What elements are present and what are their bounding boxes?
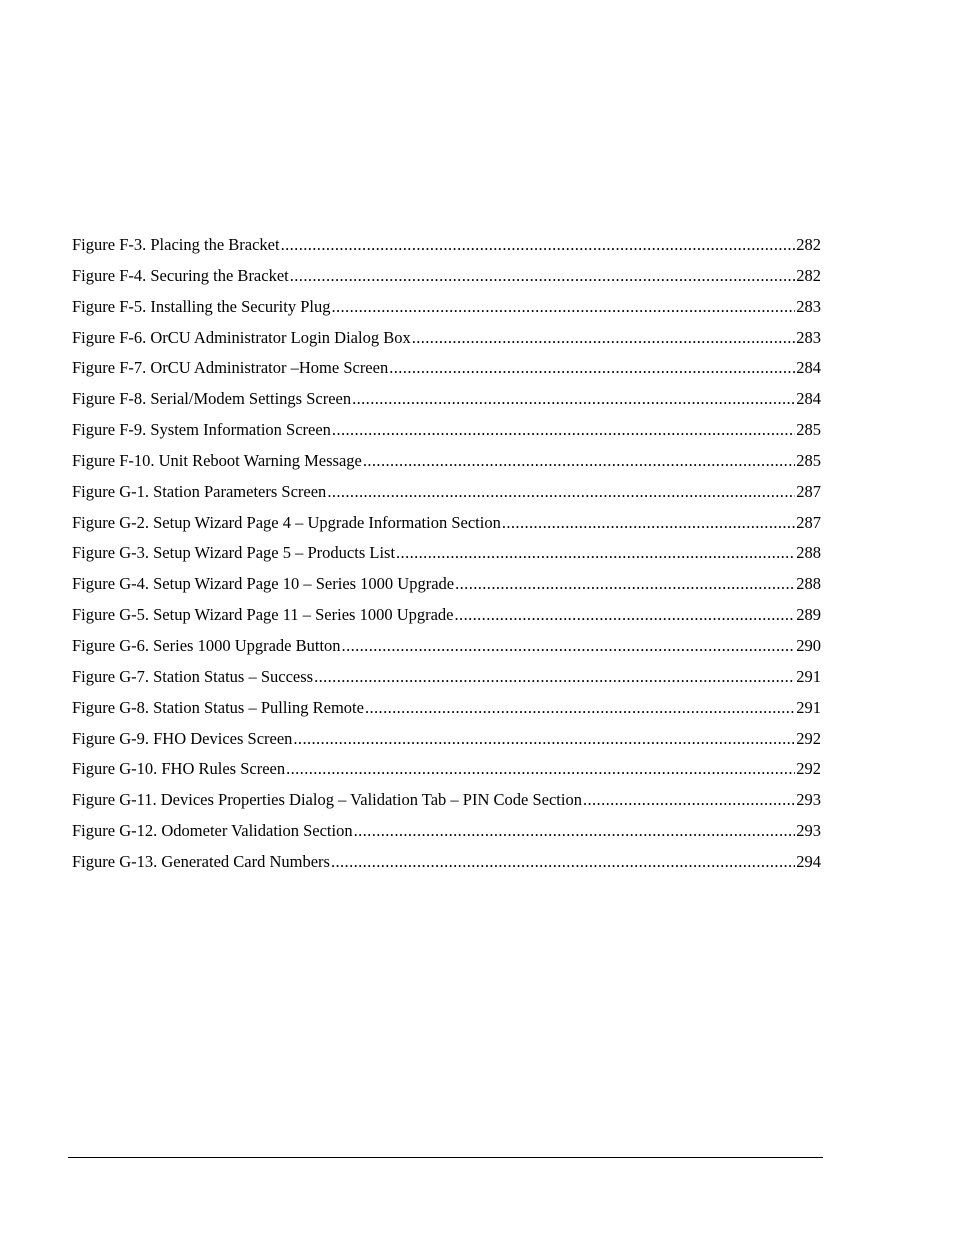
dot-leader <box>342 631 796 662</box>
toc-entry-title: Figure G-12. Odometer Validation Section <box>72 821 353 841</box>
toc-entry[interactable] <box>72 508 821 539</box>
toc-entry-page: 285 <box>796 450 821 470</box>
dot-leader <box>314 662 795 693</box>
toc-entry[interactable] <box>72 724 821 755</box>
toc-entry-title: Figure G-1. Station Parameters Screen <box>72 481 327 501</box>
toc-entry[interactable] <box>72 415 821 446</box>
toc-entry[interactable] <box>72 754 821 785</box>
toc-entry[interactable] <box>72 785 821 816</box>
dot-leader <box>455 569 795 600</box>
toc-entry-title: Figure F-5. Installing the Security Plug <box>72 296 331 316</box>
toc-entry-title: Figure F-9. System Information Screen <box>72 420 331 440</box>
toc-entry-title: Figure F-10. Unit Reboot Warning Message <box>72 450 362 470</box>
dot-leader <box>365 693 795 724</box>
dot-leader <box>412 323 796 354</box>
dot-leader <box>286 754 795 785</box>
toc-entry-page: 291 <box>796 666 821 686</box>
toc-entry-title: Figure F-8. Serial/Modem Settings Screen <box>72 389 352 409</box>
dot-leader <box>327 477 795 508</box>
toc-entry-title: Figure F-4. Securing the Bracket <box>72 265 289 285</box>
toc-entry-page: 289 <box>796 605 821 625</box>
dot-leader <box>354 816 796 847</box>
toc-entry[interactable] <box>72 384 821 415</box>
toc-entry[interactable] <box>72 538 821 569</box>
toc-entry-title: Figure F-6. OrCU Administrator Login Dialog Box <box>72 327 411 347</box>
toc-entry-page: 282 <box>796 235 821 254</box>
toc-entry-title: Figure F-3. Placing the Bracket <box>72 235 280 254</box>
toc-entry[interactable] <box>72 600 821 631</box>
dot-leader <box>583 785 795 816</box>
toc-entry[interactable] <box>72 477 821 508</box>
toc-entry[interactable] <box>72 847 821 878</box>
dot-leader <box>352 384 795 415</box>
toc-entry-page: 293 <box>796 790 821 810</box>
toc-entry[interactable] <box>72 662 821 693</box>
dot-leader <box>293 724 795 755</box>
toc-entry[interactable] <box>72 693 821 724</box>
dot-leader <box>332 415 795 446</box>
dot-leader <box>389 353 795 384</box>
toc-entry-title: Figure G-6. Series 1000 Upgrade Button <box>72 635 341 655</box>
dot-leader <box>281 230 796 261</box>
toc-entry-title: Figure G-10. FHO Rules Screen <box>72 759 286 779</box>
toc-entry-page: 282 <box>796 265 821 285</box>
toc-entry[interactable] <box>72 631 821 662</box>
toc-entry[interactable] <box>72 230 821 261</box>
toc-entry[interactable] <box>72 353 821 384</box>
toc-entry[interactable] <box>72 323 821 354</box>
toc-entry-page: 294 <box>796 851 821 871</box>
toc-entry-page: 284 <box>796 358 821 378</box>
toc-entry-page: 283 <box>796 296 821 316</box>
toc-entry[interactable] <box>72 292 821 323</box>
dot-leader <box>502 508 795 539</box>
toc-entry-page: 291 <box>796 697 821 717</box>
toc-entry-page: 284 <box>796 389 821 409</box>
dot-leader <box>331 847 795 878</box>
toc-entry[interactable] <box>72 446 821 477</box>
toc-entry-title: Figure G-7. Station Status – Success <box>72 666 314 686</box>
toc-entry-page: 292 <box>796 728 821 748</box>
toc-entry-page: 285 <box>796 420 821 440</box>
toc-entry-page: 283 <box>796 327 821 347</box>
toc-entry[interactable] <box>72 569 821 600</box>
dot-leader <box>363 446 795 477</box>
toc-entry-title: Figure G-13. Generated Card Numbers <box>72 851 330 871</box>
dot-leader <box>396 538 795 569</box>
toc-entry-page: 288 <box>796 574 821 594</box>
toc-entry-title: Figure G-5. Setup Wizard Page 11 – Series 1000 Upgrade <box>72 605 454 625</box>
dot-leader <box>331 292 795 323</box>
dot-leader <box>455 600 796 631</box>
toc-entry-page: 288 <box>796 543 821 563</box>
toc-entry-title: Figure G-3. Setup Wizard Page 5 – Products List <box>72 543 396 563</box>
toc-entry-title: Figure G-11. Devices Properties Dialog – Validation Tab – PIN Code Section <box>72 790 582 810</box>
toc-entry[interactable] <box>72 816 821 847</box>
toc-entry-title: Figure G-8. Station Status – Pulling Remote <box>72 697 364 717</box>
dot-leader <box>290 261 796 292</box>
toc-entry-page: 293 <box>796 821 821 841</box>
toc-entry-title: Figure G-4. Setup Wizard Page 10 – Series 1000 Upgrade <box>72 574 455 594</box>
toc-entry-page: 292 <box>796 759 821 779</box>
toc-entry-title: Figure G-9. FHO Devices Screen <box>72 728 293 748</box>
toc-entry-title: Figure G-2. Setup Wizard Page 4 – Upgrade Information Section <box>72 512 501 532</box>
list-of-figures <box>72 230 821 878</box>
toc-entry-page: 287 <box>796 512 821 532</box>
toc-entry-title: Figure F-7. OrCU Administrator –Home Screen <box>72 358 389 378</box>
toc-entry-page: 290 <box>796 635 821 655</box>
footer-divider <box>68 1157 823 1158</box>
toc-entry-page: 287 <box>796 481 821 501</box>
toc-entry[interactable] <box>72 261 821 292</box>
